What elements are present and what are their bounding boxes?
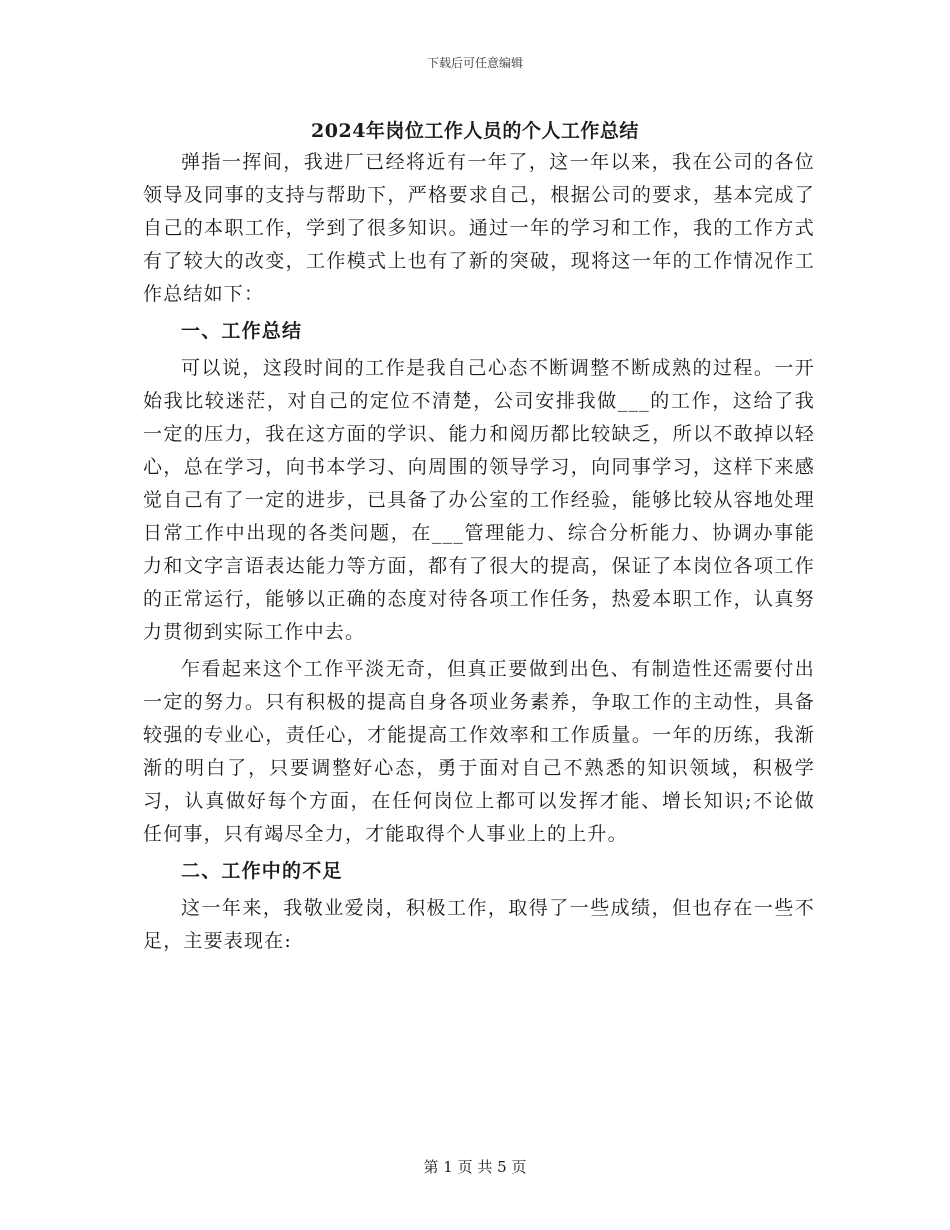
section-heading-shortcomings: 二、工作中的不足 [181, 860, 343, 882]
document-title: 2024年岗位工作人员的个人工作总结 [311, 120, 639, 142]
paragraph-shortcomings: 这一年来，我敬业爱岗，积极工作，取得了一些成绩，但也存在一些不足，主要表现在: [143, 897, 815, 952]
header-note: 下载后可任意编辑 [426, 56, 523, 70]
section-heading-work-summary: 一、工作总结 [181, 320, 303, 342]
document-body [143, 146, 815, 958]
paragraph-intro: 弹指一挥间，我进厂已经将近有一年了，这一年以来，我在公司的各位领导及同事的支持与帮助下，严格要求自己，根据公司的要求，基本完成了自己的本职工作，学到了很多知识。通过一年的学习和工作，我的工作方式有了较大的改变，工作模式上也有了新的突破，现将这一年的工作情况作工作总结如下： [143, 151, 815, 305]
paragraph-reflection: 乍看起来这个工作平淡无奇，但真正要做到出色、有制造性还需要付出一定的努力。只有积极的提高自身各项业务素养，争取工作的主动性，具备较强的专业心，责任心，才能提高工作效率和工作质量。一年的历练，我渐渐的明白了，只要调整好心态，勇于面对自己不熟悉的知识领域，积极学习，认真做好每个方面，在任何岗位上都可以发挥才能、增长知识;不论做任何事，只有竭尽全力，才能取得个人事业上的上升。 [143, 658, 815, 845]
paragraph-work-summary: 可以说，这段时间的工作是我自己心态不断调整不断成熟的过程。一开始我比较迷茫，对自己的定位不清楚，公司安排我做___的工作，这给了我一定的压力，我在这方面的学识、能力和阅历都比较缺乏，所以不敢掉以轻心，总在学习，向书本学习、向周围的领导学习，向同事学习，这样下来感觉自己有了一定的进步，已具备了办公室的工作经验，能够比较从容地处理日常工作中出现的各类问题，在___管理能力、综合分析能力、协调办事能力和文字言语表达能力等方面，都有了很大的提高，保证了本岗位各项工作的正常运行，能够以正确的态度对待各项工作任务，热爱本职工作，认真努力贯彻到实际工作中去。 [143, 357, 815, 643]
page-number: 第 1 页 共 5 页 [423, 1158, 527, 1176]
